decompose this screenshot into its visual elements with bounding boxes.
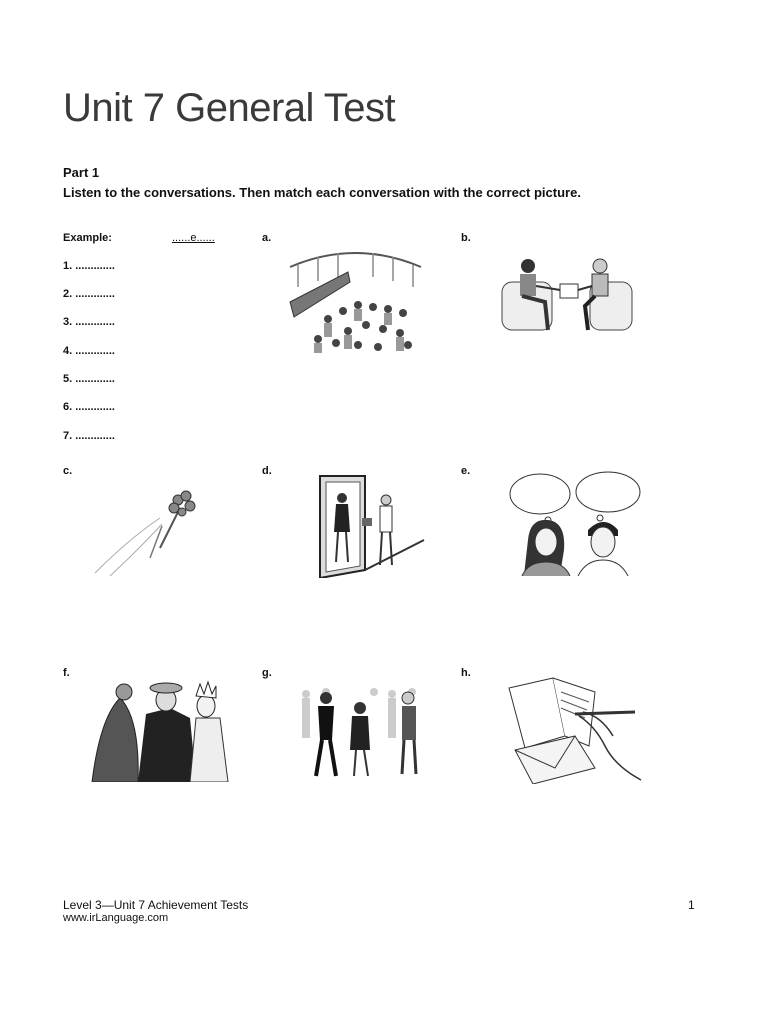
answer-line-3[interactable]: 3. ............. [63, 316, 115, 328]
page-number: 1 [688, 898, 695, 912]
answer-line-6[interactable]: 6. ............. [63, 401, 115, 413]
example-label: Example: [63, 232, 112, 244]
example-answer: ......e...... [172, 232, 215, 244]
footer-url: www.irLanguage.com [63, 912, 169, 924]
page-title: Unit 7 General Test [63, 86, 396, 130]
answer-line-5[interactable]: 5. ............. [63, 373, 115, 385]
answer-line-7[interactable]: 7. ............. [63, 430, 115, 442]
picture-label-d: d. [262, 465, 272, 477]
picture-label-a: a. [262, 232, 272, 244]
crowded-station-icon [288, 247, 423, 355]
doorway-greeting-icon [290, 470, 425, 578]
picture-label-e: e. [461, 465, 471, 477]
part-title: Part 1 [63, 165, 100, 180]
instructions: Listen to the conversations. Then match each conversation with the correct picture. [63, 185, 581, 200]
answer-line-4[interactable]: 4. ............. [63, 345, 115, 357]
picture-label-b: b. [461, 232, 471, 244]
picture-label-c: c. [63, 465, 73, 477]
costume-party-icon [90, 678, 230, 782]
thought-bubbles-icon [508, 470, 643, 576]
gift-exchange-icon [500, 252, 635, 337]
picture-label-g: g. [262, 667, 272, 679]
dancing-couple-icon [296, 684, 431, 784]
answer-line-1[interactable]: 1. ............. [63, 260, 115, 272]
picture-label-h: h. [461, 667, 471, 679]
picture-label-f: f. [63, 667, 70, 679]
writing-card-icon [505, 676, 643, 784]
thrown-bouquet-icon [90, 478, 230, 578]
footer-text: Level 3—Unit 7 Achievement Tests [63, 898, 249, 912]
answer-line-2[interactable]: 2. ............. [63, 288, 115, 300]
